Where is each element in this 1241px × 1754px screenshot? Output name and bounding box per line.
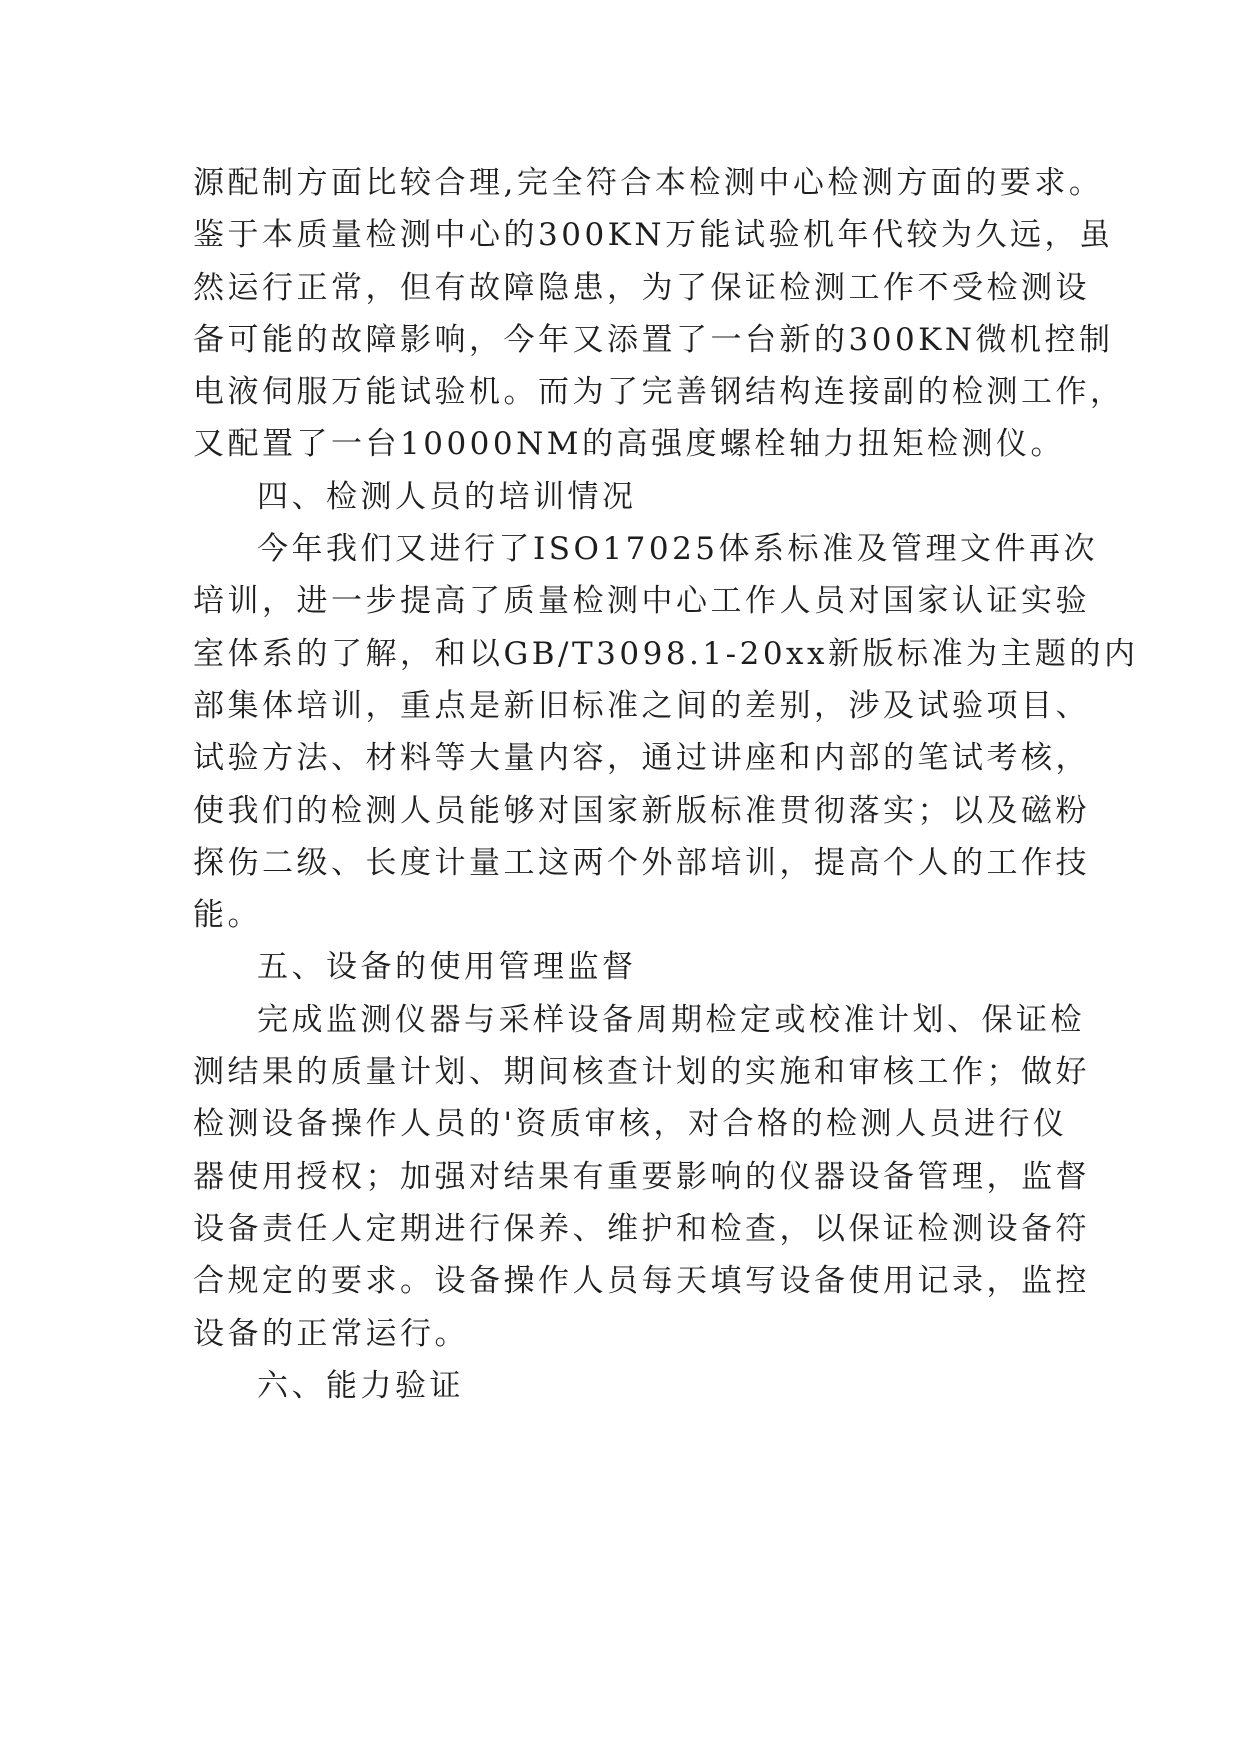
paragraph-first-line: 完成监测仪器与采样设备周期检定或校准计划、保证检 <box>257 1001 1085 1038</box>
text-line: 设备的正常运行。 <box>193 1315 469 1352</box>
text-line: 室体系的了解，和以GB/T3098.1-20xx新版标准为主题的内 <box>193 635 1139 672</box>
text-line: 能。 <box>193 897 262 934</box>
text-line: 检测设备操作人员的'资质审核，对合格的检测人员进行仪 <box>193 1106 1068 1143</box>
text-line: 然运行正常，但有故障隐患，为了保证检测工作不受检测设 <box>193 269 1090 306</box>
text-line: 源配制方面比较合理,完全符合本检测中心检测方面的要求。 <box>193 165 1104 201</box>
document-body <box>193 157 1139 1412</box>
section-heading: 四、检测人员的培训情况 <box>257 478 637 515</box>
text-line: 器使用授权；加强对结果有重要影响的仪器设备管理，监督 <box>193 1158 1090 1195</box>
section-heading: 五、设备的使用管理监督 <box>257 949 637 986</box>
text-line: 探伤二级、长度计量工这两个外部培训，提高个人的工作技 <box>193 844 1090 881</box>
text-line: 鉴于本质量检测中心的300KN万能试验机年代较为久远，虽 <box>193 217 1114 254</box>
text-line: 电液伺服万能试验机。而为了完善钢结构连接副的检测工作， <box>193 374 1125 411</box>
paragraph-first-line: 今年我们又进行了ISO17025体系标准及管理文件再次 <box>257 531 1099 568</box>
text-line: 又配置了一台10000NM的高强度螺栓轴力扭矩检测仪。 <box>193 426 1065 463</box>
text-line: 培训，进一步提高了质量检测中心工作人员对国家认证实验 <box>193 583 1090 620</box>
text-line: 试验方法、材料等大量内容，通过讲座和内部的笔试考核， <box>193 740 1090 777</box>
section-heading: 六、能力验证 <box>257 1367 464 1404</box>
text-line: 使我们的检测人员能够对国家新版标准贯彻落实；以及磁粉 <box>193 792 1090 829</box>
text-line: 备可能的故障影响，今年又添置了一台新的300KN微机控制 <box>193 321 1114 358</box>
text-line: 部集体培训，重点是新旧标准之间的差别，涉及试验项目、 <box>193 687 1090 724</box>
text-line: 合规定的要求。设备操作人员每天填写设备使用记录，监控 <box>193 1263 1090 1300</box>
text-line: 测结果的质量计划、期间核查计划的实施和审核工作；做好 <box>193 1054 1090 1091</box>
text-line: 设备责任人定期进行保养、维护和检查，以保证检测设备符 <box>193 1210 1090 1247</box>
